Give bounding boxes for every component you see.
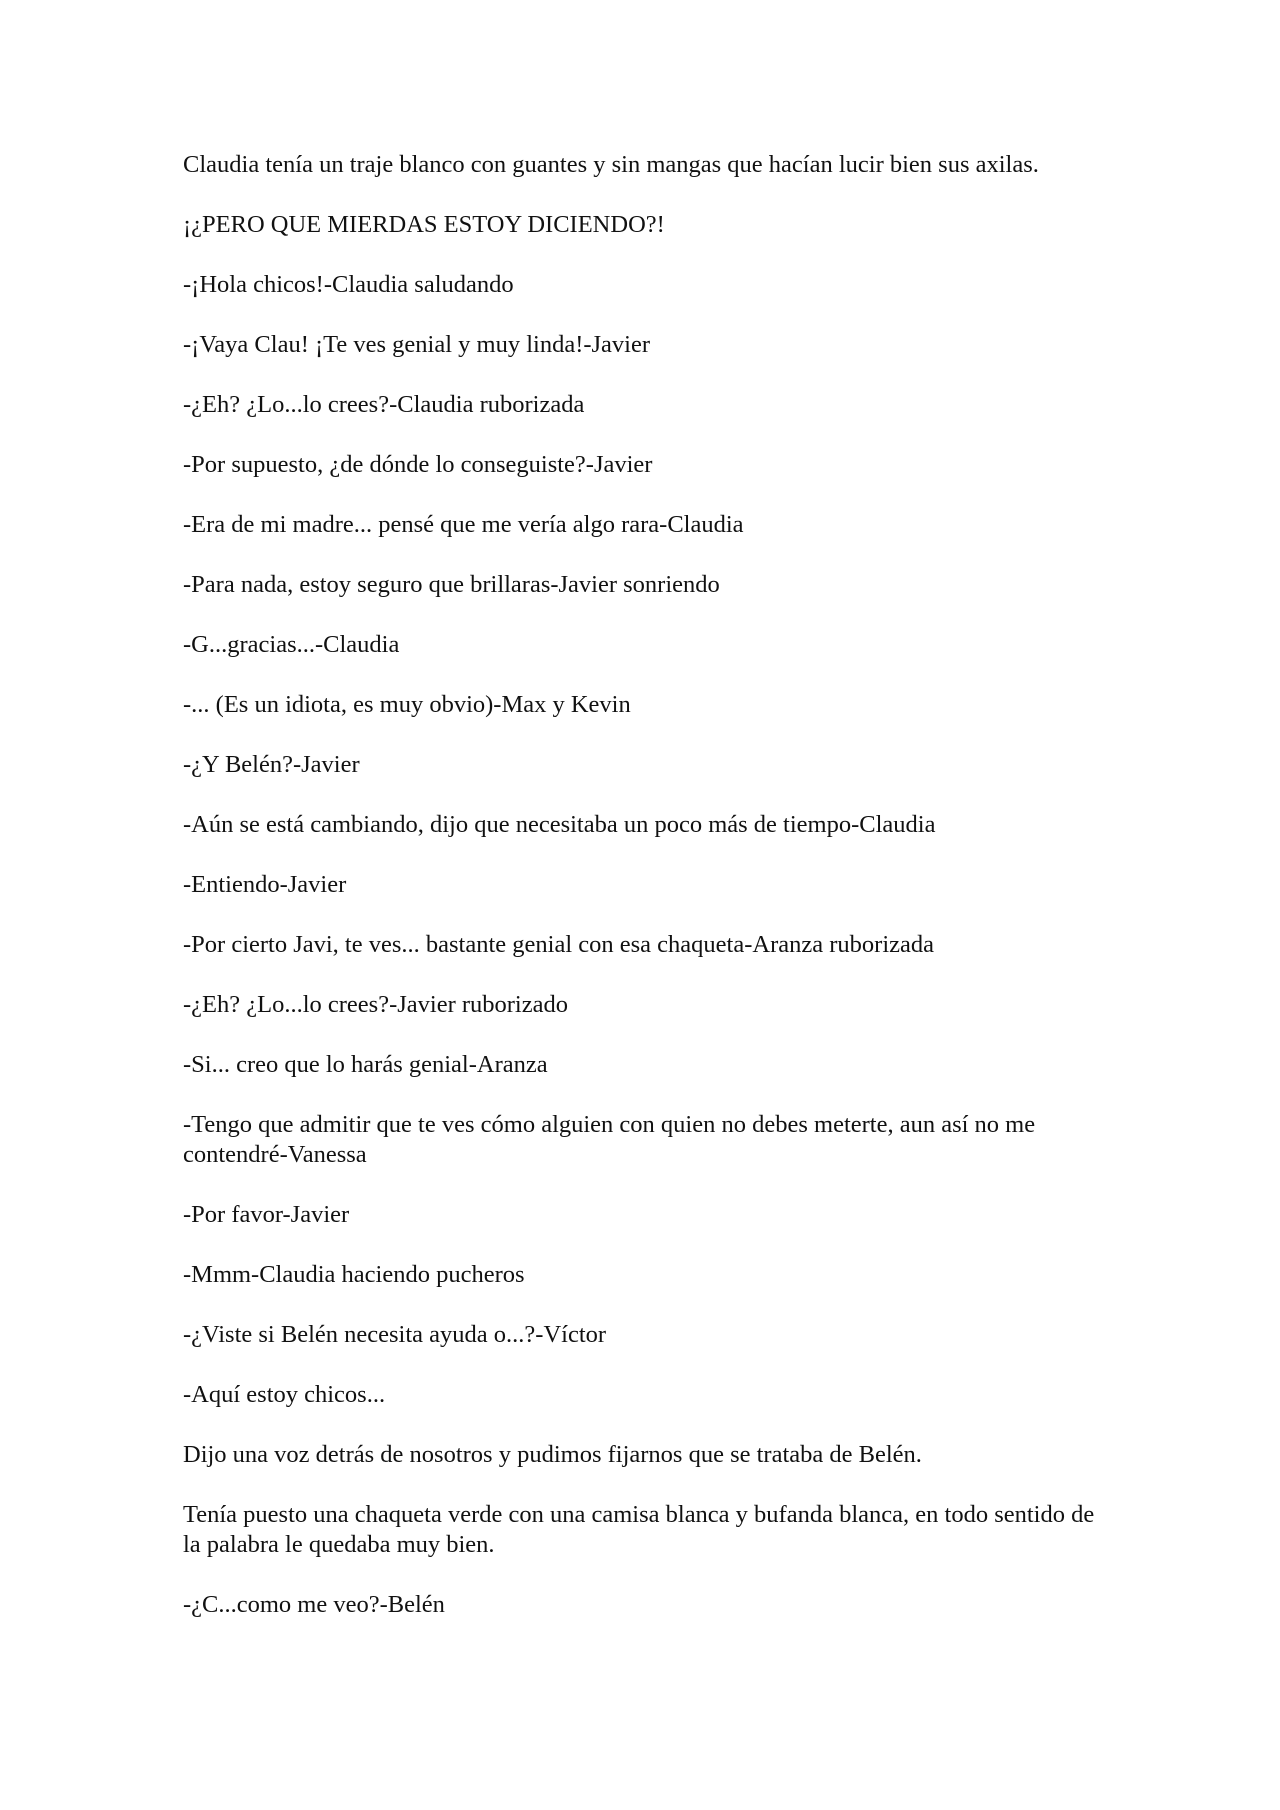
paragraph-10: -... (Es un idiota, es muy obvio)-Max y Kevin <box>183 691 631 718</box>
story-text <box>183 150 1103 1650</box>
paragraph-20: -¿Viste si Belén necesita ayuda o...?-Víctor <box>183 1321 607 1348</box>
paragraph-22: Dijo una voz detrás de nosotros y pudimos fijarnos que se trataba de Belén. <box>183 1441 922 1468</box>
paragraph-14: -Por cierto Javi, te ves... bastante genial con esa chaqueta-Aranza ruborizada <box>183 931 934 958</box>
paragraph-16: -Si... creo que lo harás genial-Aranza <box>183 1051 548 1078</box>
paragraph-1: Claudia tenía un traje blanco con guantes y sin mangas que hacían lucir bien sus axilas. <box>183 151 1039 178</box>
paragraph-23: Tenía puesto una chaqueta verde con una camisa blanca y bufanda blanca, en todo sentido de la palabra le quedaba muy bien. <box>183 1501 1095 1558</box>
paragraph-6: -Por supuesto, ¿de dónde lo conseguiste?-Javier <box>183 451 653 478</box>
paragraph-18: -Por favor-Javier <box>183 1201 350 1228</box>
paragraph-8: -Para nada, estoy seguro que brillaras-Javier sonriendo <box>183 571 720 598</box>
paragraph-4: -¡Vaya Clau! ¡Te ves genial y muy linda!-Javier <box>183 331 651 358</box>
paragraph-15: -¿Eh? ¿Lo...lo crees?-Javier ruborizado <box>183 991 568 1018</box>
paragraph-7: -Era de mi madre... pensé que me vería algo rara-Claudia <box>183 511 744 538</box>
paragraph-11: -¿Y Belén?-Javier <box>183 751 360 778</box>
paragraph-5: -¿Eh? ¿Lo...lo crees?-Claudia ruborizada <box>183 391 585 418</box>
paragraph-9: -G...gracias...-Claudia <box>183 631 400 658</box>
paragraph-19: -Mmm-Claudia haciendo pucheros <box>183 1261 525 1288</box>
paragraph-24: -¿C...como me veo?-Belén <box>183 1591 445 1618</box>
paragraph-12: -Aún se está cambiando, dijo que necesitaba un poco más de tiempo-Claudia <box>183 811 936 838</box>
paragraph-2: ¡¿PERO QUE MIERDAS ESTOY DICIENDO?! <box>183 211 665 238</box>
paragraph-3: -¡Hola chicos!-Claudia saludando <box>183 271 514 298</box>
paragraph-13: -Entiendo-Javier <box>183 871 347 898</box>
paragraph-21: -Aquí estoy chicos... <box>183 1381 386 1408</box>
paragraph-17: -Tengo que admitir que te ves cómo alguien con quien no debes meterte, aun así no me contendré-Vanessa <box>183 1111 1036 1168</box>
